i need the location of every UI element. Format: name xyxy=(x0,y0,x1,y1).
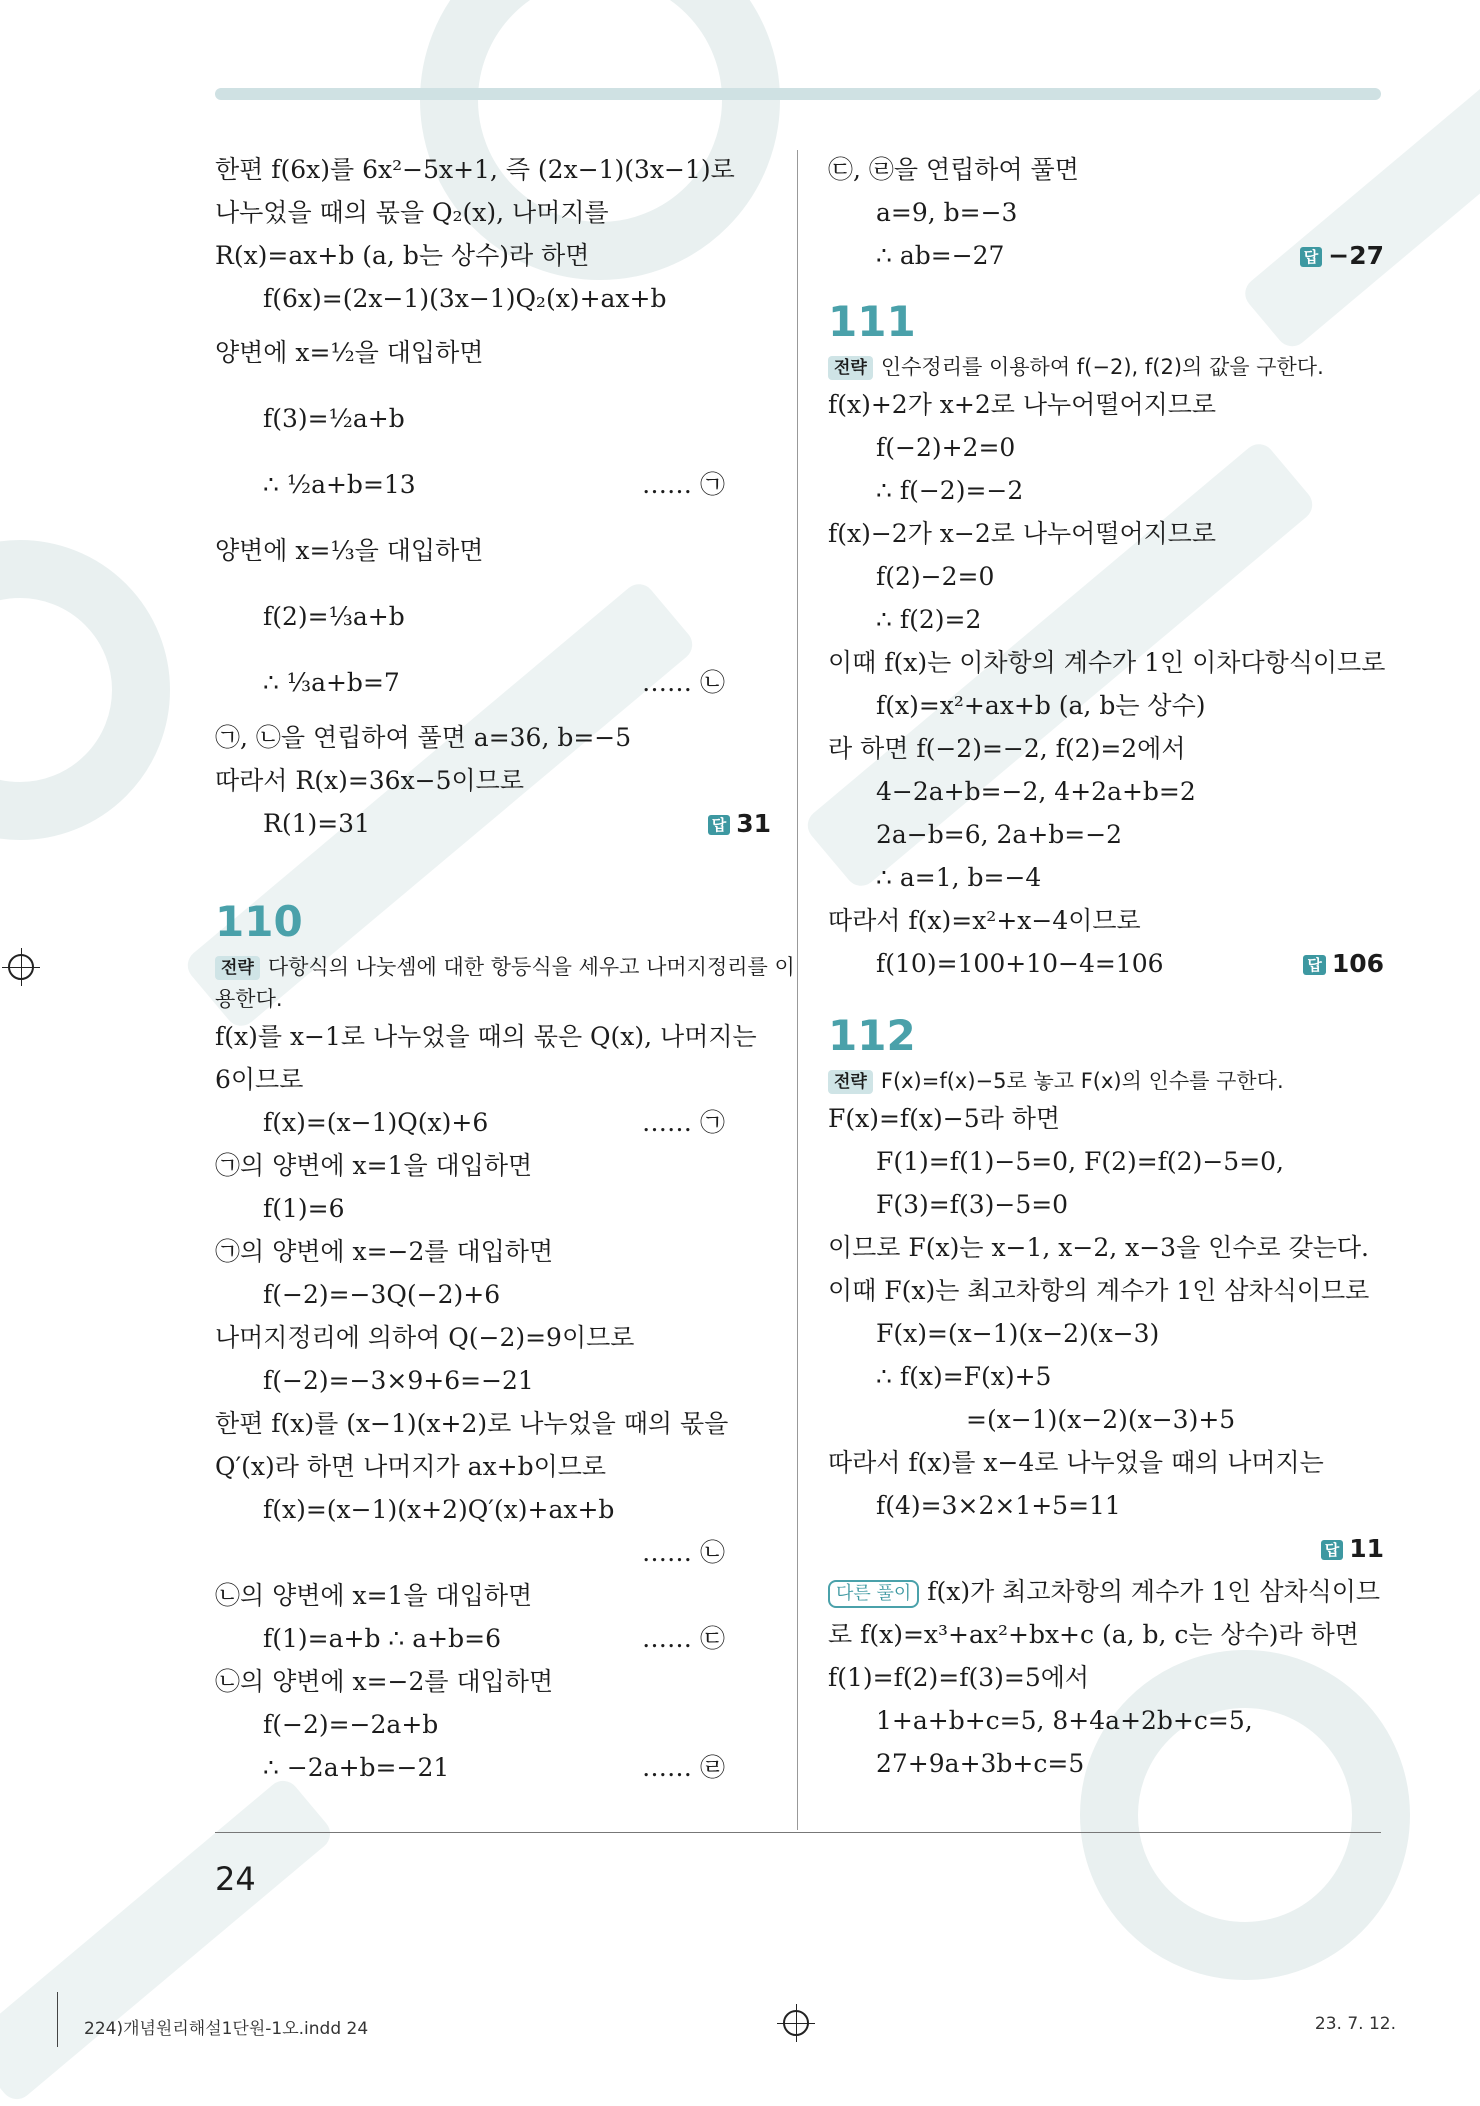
equation-line: f(−2)=−2a+b xyxy=(263,1710,439,1739)
equation-line: ∴ a=1, b=−4 xyxy=(876,863,1042,892)
equation-line: ∴ f(x)=F(x)+5 xyxy=(876,1362,1052,1391)
answer-value: 106 xyxy=(1331,949,1384,978)
equation-line xyxy=(828,942,1384,985)
equation-line: F(x)=(x−1)(x−2)(x−3) xyxy=(876,1319,1160,1348)
text-line xyxy=(828,1570,1384,1613)
strategy-line: 용한다. xyxy=(215,987,283,1011)
equation-line: f(x)=x²+ax+b (a, b는 상수) xyxy=(876,691,1206,720)
equation-line: f(−2)=−3Q(−2)+6 xyxy=(263,1280,501,1309)
alt-solution-text: f(x)가 최고차항의 계수가 1인 삼차식이므 xyxy=(927,1577,1381,1606)
equation-line: f(−2)+2=0 xyxy=(876,433,1016,462)
equation-text: ∴ −2a+b=−21 xyxy=(263,1753,450,1782)
text-line: ㉠의 양변에 x=−2를 대입하면 xyxy=(215,1237,554,1266)
strategy-text: 인수정리를 이용하여 f(−2), f(2)의 값을 구한다. xyxy=(880,355,1324,379)
answer-label: 답 xyxy=(1303,955,1326,975)
equation-line xyxy=(215,1746,771,1789)
equation-text: f(1)=a+b ∴ a+b=6 xyxy=(263,1624,501,1653)
answer-value: −27 xyxy=(1328,241,1384,270)
equation-text: R(1)=31 xyxy=(263,809,370,838)
equation-line: f(1)=6 xyxy=(263,1194,345,1223)
equation-line: 1+a+b+c=5, 8+4a+2b+c=5, xyxy=(876,1706,1253,1735)
text-line: 따라서 f(x)를 x−4로 나누었을 때의 나머지는 xyxy=(828,1448,1324,1477)
footer-rule xyxy=(215,1832,1381,1833)
text-line: f(1)=f(2)=f(3)=5에서 xyxy=(828,1663,1090,1692)
text-line: 라 하면 f(−2)=−2, f(2)=2에서 xyxy=(828,734,1186,763)
equation-line xyxy=(215,452,771,518)
strategy-text: F(x)=f(x)−5로 놓고 F(x)의 인수를 구한다. xyxy=(880,1069,1284,1093)
equation-line xyxy=(215,1531,771,1574)
equation-line: 27+9a+3b+c=5 xyxy=(876,1749,1085,1778)
spacer xyxy=(215,845,771,893)
equation-line: f(4)=3×2×1+5=11 xyxy=(876,1491,1121,1520)
equation-line: F(3)=f(3)−5=0 xyxy=(876,1190,1069,1219)
strategy-line xyxy=(828,1065,1384,1097)
problem-number: 111 xyxy=(828,297,916,346)
equation-line: F(1)=f(1)−5=0, F(2)=f(2)−5=0, xyxy=(876,1147,1284,1176)
equation-line xyxy=(215,802,771,845)
equation-text: f(x)=(x−1)Q(x)+6 xyxy=(263,1108,489,1137)
answer-label: 답 xyxy=(1321,1540,1344,1560)
text-line: 양변에 x=½을 대입하면 xyxy=(215,338,484,367)
spacer xyxy=(828,277,1384,293)
equation-marker: …… ㉠ xyxy=(642,470,725,499)
text-line: ㉢, ㉣을 연립하여 풀면 xyxy=(828,155,1079,184)
text-line: 따라서 R(x)=36x−5이므로 xyxy=(215,766,524,795)
equation-marker: …… ㉡ xyxy=(642,668,725,697)
strategy-tag: 전략 xyxy=(828,1070,873,1094)
answer xyxy=(1300,234,1384,277)
text-line: 이때 f(x)는 이차항의 계수가 1인 이차다항식이므로 xyxy=(828,648,1386,677)
watermark-ring xyxy=(0,540,170,840)
equation-text: ∴ ½a+b=13 xyxy=(263,470,416,499)
answer xyxy=(1321,1527,1384,1570)
text-line: 한편 f(x)를 (x−1)(x+2)로 나누었을 때의 몫을 xyxy=(215,1409,729,1438)
equation-line: f(x)=(x−1)(x+2)Q′(x)+ax+b xyxy=(263,1495,615,1524)
problem-number: 112 xyxy=(828,1011,916,1060)
text-line: 나누었을 때의 몫을 Q₂(x), 나머지를 xyxy=(215,198,609,227)
equation-line: a=9, b=−3 xyxy=(876,198,1018,227)
text-line: ㉠, ㉡을 연립하여 풀면 a=36, b=−5 xyxy=(215,723,632,752)
strategy-text: 다항식의 나눗셈에 대한 항등식을 세우고 나머지정리를 이 xyxy=(267,955,795,979)
answer xyxy=(1303,942,1384,985)
equation-line: =(x−1)(x−2)(x−3)+5 xyxy=(966,1405,1236,1434)
text-line: 이때 F(x)는 최고차항의 계수가 1인 삼차식이므로 xyxy=(828,1276,1370,1305)
problem-number: 110 xyxy=(215,897,303,946)
equation-line xyxy=(215,650,771,716)
text-line: F(x)=f(x)−5라 하면 xyxy=(828,1104,1061,1133)
equation-marker: …… ㉠ xyxy=(642,1108,725,1137)
footer-date: 23. 7. 12. xyxy=(1314,2014,1396,2034)
text-line: f(x)를 x−1로 나누었을 때의 몫은 Q(x), 나머지는 xyxy=(215,1022,757,1051)
equation-line: f(−2)=−3×9+6=−21 xyxy=(263,1366,534,1395)
text-line: 이므로 F(x)는 x−1, x−2, x−3을 인수로 갖는다. xyxy=(828,1233,1369,1262)
footer-filename: 224)개념원리해설1단원-1오.indd 24 xyxy=(84,2019,369,2039)
registration-mark-icon xyxy=(8,954,34,980)
equation-line: 4−2a+b=−2, 4+2a+b=2 xyxy=(876,777,1196,806)
right-column xyxy=(828,148,1384,1785)
text-line: 한편 f(6x)를 6x²−5x+1, 즉 (2x−1)(3x−1)로 xyxy=(215,155,735,184)
text-line: 나머지정리에 의하여 Q(−2)=9이므로 xyxy=(215,1323,635,1352)
equation-marker: …… ㉡ xyxy=(642,1538,725,1567)
registration-mark-icon xyxy=(783,2010,809,2036)
answer-value: 11 xyxy=(1349,1534,1384,1563)
text-line: Q′(x)라 하면 나머지가 ax+b이므로 xyxy=(215,1452,607,1481)
equation-line: f(6x)=(2x−1)(3x−1)Q₂(x)+ax+b xyxy=(263,284,667,313)
watermark-bar xyxy=(0,1774,337,2105)
crop-mark xyxy=(57,1992,58,2047)
equation-line: ∴ f(−2)=−2 xyxy=(876,476,1024,505)
equation-line: f(2)=⅓a+b xyxy=(263,602,405,631)
equation-line xyxy=(828,234,1384,277)
equation-line xyxy=(215,1101,771,1144)
equation-marker: …… ㉣ xyxy=(642,1753,725,1782)
text-line: 로 f(x)=x³+ax²+bx+c (a, b, c는 상수)라 하면 xyxy=(828,1620,1359,1649)
equation-marker: …… ㉢ xyxy=(642,1624,725,1653)
text-line: ㉡의 양변에 x=−2를 대입하면 xyxy=(215,1667,554,1696)
text-line: ㉠의 양변에 x=1을 대입하면 xyxy=(215,1151,533,1180)
text-line: 양변에 x=⅓을 대입하면 xyxy=(215,536,484,565)
answer-label: 답 xyxy=(1300,247,1323,267)
header-bar xyxy=(215,88,1381,100)
text-line: f(x)+2가 x+2로 나누어떨어지므로 xyxy=(828,390,1217,419)
equation-text: ∴ ab=−27 xyxy=(876,241,1005,270)
answer-label: 답 xyxy=(708,815,731,835)
alt-solution-tag: 다른 풀이 xyxy=(828,1580,919,1608)
equation-text: ∴ ⅓a+b=7 xyxy=(263,668,400,697)
equation-line: ∴ f(2)=2 xyxy=(876,605,982,634)
text-line: ㉡의 양변에 x=1을 대입하면 xyxy=(215,1581,533,1610)
strategy-tag: 전략 xyxy=(215,956,260,980)
equation-text: f(10)=100+10−4=106 xyxy=(876,949,1164,978)
text-line: 6이므로 xyxy=(215,1065,304,1094)
strategy-tag: 전략 xyxy=(828,356,873,380)
text-line: 따라서 f(x)=x²+x−4이므로 xyxy=(828,906,1141,935)
equation-line xyxy=(215,1617,771,1660)
text-line: f(x)−2가 x−2로 나누어떨어지므로 xyxy=(828,519,1217,548)
strategy-line xyxy=(828,351,1384,383)
equation-line: f(3)=½a+b xyxy=(263,404,405,433)
page-number: 24 xyxy=(215,1860,256,1898)
spacer xyxy=(828,985,1384,1007)
answer xyxy=(708,802,771,845)
strategy-line xyxy=(215,951,795,983)
left-column xyxy=(215,148,795,1789)
equation-line: 2a−b=6, 2a+b=−2 xyxy=(876,820,1123,849)
answer-line xyxy=(828,1527,1384,1570)
text-line: R(x)=ax+b (a, b는 상수)라 하면 xyxy=(215,241,590,270)
answer-value: 31 xyxy=(736,809,771,838)
column-divider xyxy=(797,150,798,1830)
equation-line: f(2)−2=0 xyxy=(876,562,995,591)
